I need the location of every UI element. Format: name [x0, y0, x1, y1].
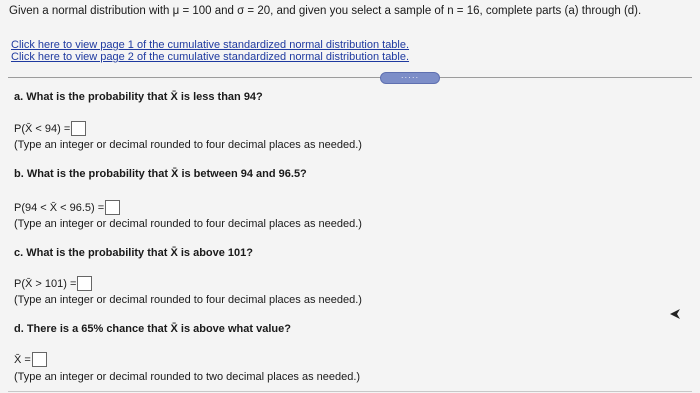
part-d-hint-row — [14, 371, 360, 383]
part-d — [14, 323, 291, 335]
part-b-hint-row — [14, 218, 362, 230]
part-d-answer-row — [14, 352, 47, 367]
part-d-hint: (Type an integer or decimal rounded to two decimal places as needed.) — [14, 371, 361, 383]
part-c-answer-row — [14, 276, 92, 291]
part-c-hint-row — [14, 294, 362, 306]
part-a-answer-input[interactable] — [71, 121, 86, 136]
part-b-answer-label: P(94 < X̄ < 96.5) = — [14, 201, 105, 214]
part-a-question: a. What is the probability that X̄ is less than 94? — [14, 91, 263, 103]
part-b-answer-row — [14, 200, 120, 215]
part-a-answer-row — [14, 121, 86, 136]
section-divider — [8, 77, 692, 78]
part-c-hint: (Type an integer or decimal rounded to four decimal places as needed.) — [14, 294, 362, 306]
part-d-answer-input[interactable] — [32, 352, 47, 367]
table-page-2-link[interactable]: Click here to view page 2 of the cumulative standardized normal distribution table. — [11, 51, 410, 63]
part-b-answer-input[interactable] — [105, 200, 120, 215]
part-c-question: c. What is the probability that X̄ is above 101? — [14, 247, 253, 259]
part-b — [14, 168, 307, 180]
part-a-hint: (Type an integer or decimal rounded to four decimal places as needed.) — [14, 139, 362, 151]
table-page-1-link[interactable]: Click here to view page 1 of the cumulative standardized normal distribution table. — [11, 39, 410, 51]
part-a-answer-label: P(X̄ < 94) = — [14, 122, 71, 135]
part-d-answer-label: X̄ = — [14, 353, 31, 366]
part-b-question: b. What is the probability that X̄ is between 94 and 96.5? — [14, 168, 307, 180]
problem-statement: Given a normal distribution with μ = 100 and σ = 20, and given you select a sample of n = 16, complete parts (a) through (d). — [9, 5, 642, 17]
part-c — [14, 247, 253, 259]
part-a-hint-row — [14, 139, 362, 151]
part-b-hint: (Type an integer or decimal rounded to four decimal places as needed.) — [14, 218, 362, 230]
mouse-cursor-icon — [668, 307, 682, 321]
expand-button[interactable]: ····· — [380, 72, 440, 84]
part-a — [14, 91, 263, 103]
part-c-answer-label: P(X̄ > 101) = — [14, 277, 77, 290]
bottom-divider — [8, 391, 692, 392]
table-links — [11, 39, 409, 63]
part-c-answer-input[interactable] — [77, 276, 92, 291]
part-d-question: d. There is a 65% chance that X̄ is above what value? — [14, 323, 291, 335]
